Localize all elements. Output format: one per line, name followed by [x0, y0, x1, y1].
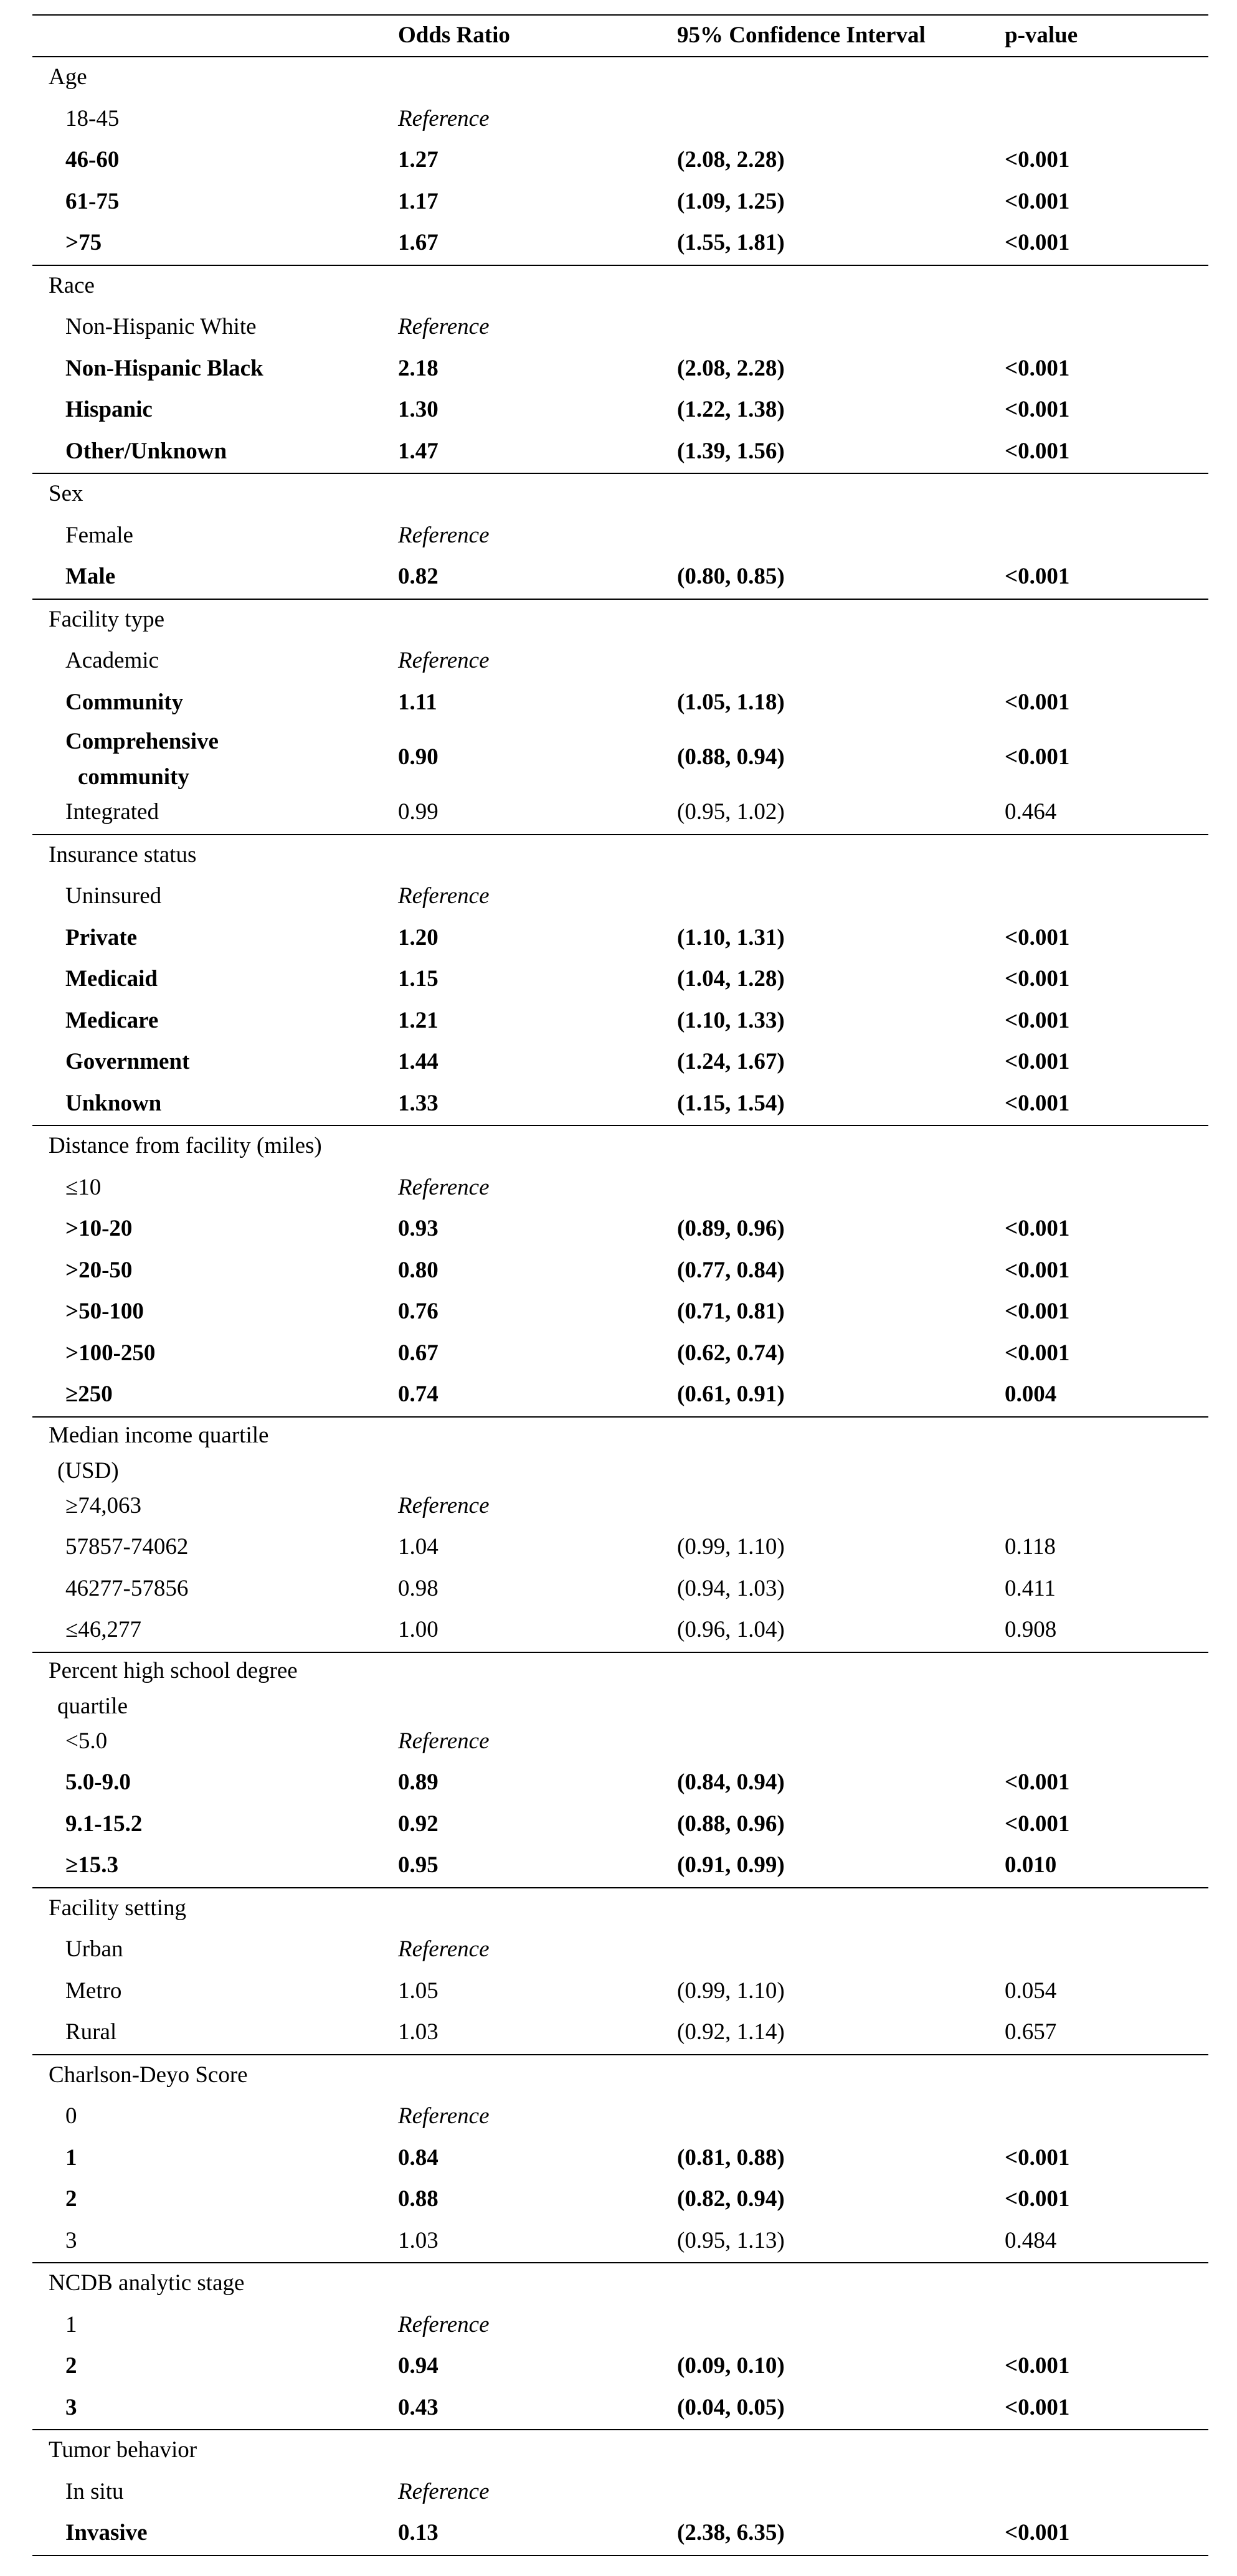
table-row [32, 1251, 1208, 1292]
confidence-interval-cell: (0.09, 0.10) [677, 2353, 785, 2379]
odds-ratio-cell: 1.20 [398, 924, 438, 950]
section-title-line-1: Median income quartile [49, 1422, 269, 1448]
confidence-interval-cell: (0.62, 0.74) [677, 1340, 785, 1366]
row-label: Invasive [65, 2520, 148, 2545]
odds-ratio-cell: 1.03 [398, 2019, 438, 2045]
row-label: 57857-74062 [65, 1534, 189, 1560]
section-title-row [32, 1126, 1208, 1168]
row-label [65, 724, 339, 795]
table-row [32, 1930, 1208, 1971]
table-section [32, 1418, 1208, 1653]
header-confidence-interval: 95% Confidence Interval [677, 22, 926, 48]
row-label: Metro [65, 1977, 122, 2004]
odds-ratio-cell: 0.88 [398, 2186, 438, 2212]
confidence-interval-cell: (1.39, 1.56) [677, 438, 785, 464]
odds-ratio-cell: Reference [398, 2103, 490, 2129]
section-title-row [32, 1888, 1208, 1930]
p-value-cell: <0.001 [1005, 2353, 1070, 2379]
odds-ratio-cell: Reference [398, 1936, 490, 1962]
table-body [32, 57, 1208, 2556]
table-header-row [32, 16, 1208, 57]
odds-ratio-cell: 0.92 [398, 1811, 438, 1837]
table-row [32, 1610, 1208, 1652]
section-title: Sex [49, 481, 83, 506]
row-label: ≤10 [65, 1174, 102, 1200]
p-value-cell: <0.001 [1005, 2144, 1070, 2171]
section-title: Insurance status [49, 841, 197, 868]
odds-ratio-cell: 1.05 [398, 1977, 438, 2004]
confidence-interval-cell: (1.10, 1.31) [677, 924, 785, 950]
p-value-cell: <0.001 [1005, 397, 1070, 422]
table-row [32, 223, 1208, 265]
table-row [32, 1375, 1208, 1416]
row-label: ≤46,277 [65, 1617, 142, 1642]
odds-ratio-cell: 1.03 [398, 2227, 438, 2253]
row-label: >75 [65, 230, 102, 255]
table-row [32, 390, 1208, 432]
p-value-cell: 0.484 [1005, 2227, 1057, 2253]
section-title-line-1: Percent high school degree [49, 1657, 298, 1683]
p-value-cell: <0.001 [1005, 1216, 1070, 1241]
p-value-cell: <0.001 [1005, 2520, 1070, 2545]
table-row [32, 1569, 1208, 1611]
confidence-interval-cell: (0.88, 0.94) [677, 744, 785, 770]
odds-ratio-cell: 0.94 [398, 2353, 438, 2379]
table-row [32, 2388, 1208, 2430]
odds-ratio-cell: 1.11 [398, 689, 437, 715]
odds-ratio-cell: 0.84 [398, 2144, 438, 2171]
section-title: Charlson-Deyo Score [49, 2062, 248, 2088]
odds-ratio-cell: 1.15 [398, 966, 438, 992]
table-section [32, 2430, 1208, 2556]
section-title [49, 1418, 323, 1489]
row-label: Hispanic [65, 397, 153, 422]
odds-ratio-cell: Reference [398, 105, 490, 131]
odds-ratio-cell: 1.00 [398, 1617, 438, 1642]
header-odds-ratio: Odds Ratio [398, 22, 510, 48]
table-row [32, 641, 1208, 683]
row-label: >20-50 [65, 1257, 133, 1283]
p-value-cell: <0.001 [1005, 1257, 1070, 1283]
row-label: Urban [65, 1936, 123, 1962]
section-title-line-2: quartile [57, 1693, 128, 1719]
section-title-row [32, 835, 1208, 877]
confidence-interval-cell: (1.55, 1.81) [677, 230, 785, 255]
section-title: Facility setting [49, 1895, 186, 1921]
odds-ratio-cell: Reference [398, 2478, 490, 2504]
row-label: Academic [65, 648, 159, 673]
row-label: Integrated [65, 799, 159, 825]
row-label: Rural [65, 2019, 117, 2045]
odds-ratio-cell: 1.44 [398, 1049, 438, 1074]
table-row [32, 2305, 1208, 2347]
odds-ratio-cell: 1.21 [398, 1007, 438, 1033]
odds-ratio-cell: 0.74 [398, 1381, 438, 1407]
section-title-row [32, 57, 1208, 99]
section-title-row [32, 2263, 1208, 2305]
row-label: In situ [65, 2478, 124, 2504]
row-label: 46-60 [65, 147, 120, 173]
row-label: Non-Hispanic Black [65, 355, 263, 381]
odds-ratio-cell: Reference [398, 1492, 490, 1518]
confidence-interval-cell: (0.99, 1.10) [677, 1534, 785, 1560]
p-value-cell: 0.004 [1005, 1381, 1057, 1407]
confidence-interval-cell: (0.77, 0.84) [677, 1257, 785, 1283]
p-value-cell: <0.001 [1005, 438, 1070, 464]
row-label: 18-45 [65, 105, 120, 131]
section-title-row [32, 474, 1208, 516]
section-title: Tumor behavior [49, 2437, 197, 2463]
section-title-row [32, 1418, 1208, 1486]
row-label: 1 [65, 2144, 77, 2171]
section-title: Distance from facility (miles) [49, 1133, 322, 1158]
section-title-row [32, 2055, 1208, 2097]
confidence-interval-cell: (0.81, 0.88) [677, 2144, 785, 2171]
p-value-cell: 0.908 [1005, 1617, 1057, 1642]
row-label: Private [65, 924, 138, 950]
row-label: >50-100 [65, 1299, 144, 1324]
table-section [32, 1888, 1208, 2055]
confidence-interval-cell: (0.04, 0.05) [677, 2394, 785, 2420]
row-label: Female [65, 522, 133, 548]
confidence-interval-cell: (0.88, 0.96) [677, 1811, 785, 1837]
odds-ratio-cell: 0.76 [398, 1299, 438, 1324]
odds-ratio-cell: 0.95 [398, 1852, 438, 1878]
confidence-interval-cell: (0.94, 1.03) [677, 1575, 785, 1601]
confidence-interval-cell: (0.82, 0.94) [677, 2186, 785, 2212]
table-row [32, 1486, 1208, 1528]
p-value-cell: <0.001 [1005, 1340, 1070, 1366]
row-label: ≥250 [65, 1381, 113, 1407]
odds-ratio-cell: 0.89 [398, 1769, 438, 1795]
confidence-interval-cell: (1.05, 1.18) [677, 689, 785, 715]
table-row [32, 1845, 1208, 1887]
table-row [32, 99, 1208, 141]
section-title-row [32, 600, 1208, 642]
confidence-interval-cell: (0.61, 0.91) [677, 1381, 785, 1407]
row-label: 3 [65, 2394, 77, 2420]
row-label: 9.1-15.2 [65, 1811, 143, 1837]
table-row [32, 1042, 1208, 1084]
table-row [32, 683, 1208, 724]
table-row [32, 918, 1208, 960]
p-value-cell: <0.001 [1005, 744, 1070, 770]
row-label: 1 [65, 2311, 77, 2337]
section-title: Facility type [49, 606, 164, 632]
odds-ratio-cell: 1.27 [398, 147, 438, 173]
row-label: Non-Hispanic White [65, 314, 257, 339]
row-label: >100-250 [65, 1340, 156, 1366]
odds-ratio-cell: 1.04 [398, 1534, 438, 1560]
table-row [32, 1084, 1208, 1125]
row-label-line-2: community [78, 764, 189, 790]
table-section [32, 835, 1208, 1127]
odds-ratio-table [32, 14, 1208, 2556]
table-section [32, 2055, 1208, 2264]
row-label: Government [65, 1049, 190, 1074]
section-title: Race [49, 272, 95, 298]
p-value-cell: <0.001 [1005, 924, 1070, 950]
table-row [32, 1292, 1208, 1333]
confidence-interval-cell: (1.04, 1.28) [677, 966, 785, 992]
odds-ratio-cell: 1.47 [398, 438, 438, 464]
confidence-interval-cell: (2.08, 2.28) [677, 355, 785, 381]
table-row [32, 307, 1208, 349]
table-row [32, 432, 1208, 473]
section-title-row [32, 266, 1208, 308]
row-label: Uninsured [65, 883, 162, 909]
confidence-interval-cell: (0.95, 1.02) [677, 799, 785, 825]
odds-ratio-cell: Reference [398, 2311, 490, 2337]
confidence-interval-cell: (1.24, 1.67) [677, 1049, 785, 1074]
table-row [32, 724, 1208, 792]
row-label: ≥74,063 [65, 1492, 142, 1518]
odds-ratio-cell: 1.30 [398, 397, 438, 422]
p-value-cell: <0.001 [1005, 689, 1070, 715]
table-row [32, 792, 1208, 834]
row-label: 2 [65, 2353, 77, 2379]
table-row [32, 1721, 1208, 1763]
confidence-interval-cell: (1.15, 1.54) [677, 1090, 785, 1116]
table-section [32, 266, 1208, 475]
table-row [32, 2346, 1208, 2388]
p-value-cell: 0.054 [1005, 1977, 1057, 2004]
confidence-interval-cell: (0.89, 0.96) [677, 1216, 785, 1241]
confidence-interval-cell: (1.22, 1.38) [677, 397, 785, 422]
row-label: 3 [65, 2227, 77, 2253]
table-row [32, 2096, 1208, 2138]
odds-ratio-cell: 1.33 [398, 1090, 438, 1116]
p-value-cell: <0.001 [1005, 564, 1070, 589]
table-row [32, 2012, 1208, 2054]
table-row [32, 2179, 1208, 2221]
odds-ratio-cell: 0.67 [398, 1340, 438, 1366]
p-value-cell: <0.001 [1005, 2394, 1070, 2420]
odds-ratio-cell: 0.80 [398, 1257, 438, 1283]
table-row [32, 1763, 1208, 1804]
row-label: 5.0-9.0 [65, 1769, 131, 1795]
confidence-interval-cell: (2.38, 6.35) [677, 2520, 785, 2545]
confidence-interval-cell: (0.96, 1.04) [677, 1617, 785, 1642]
p-value-cell: <0.001 [1005, 966, 1070, 992]
p-value-cell: <0.001 [1005, 355, 1070, 381]
row-label: >10-20 [65, 1216, 133, 1241]
odds-ratio-cell: 1.17 [398, 188, 438, 214]
table-row [32, 1168, 1208, 1210]
table-section [32, 2263, 1208, 2430]
odds-ratio-cell: Reference [398, 522, 490, 548]
confidence-interval-cell: (0.91, 0.99) [677, 1852, 785, 1878]
section-title-row [32, 2430, 1208, 2472]
confidence-interval-cell: (0.99, 1.10) [677, 1977, 785, 2004]
table-section [32, 57, 1208, 266]
table-row [32, 349, 1208, 391]
table-row [32, 557, 1208, 599]
row-label: Male [65, 564, 116, 589]
row-label: Unknown [65, 1090, 162, 1116]
confidence-interval-cell: (1.09, 1.25) [677, 188, 785, 214]
table-row [32, 1333, 1208, 1375]
odds-ratio-cell: 0.82 [398, 564, 438, 589]
table-section [32, 1126, 1208, 1418]
row-label-line-1: Comprehensive [65, 729, 219, 754]
table-section [32, 600, 1208, 835]
table-row [32, 140, 1208, 182]
p-value-cell: <0.001 [1005, 1299, 1070, 1324]
confidence-interval-cell: (0.95, 1.13) [677, 2227, 785, 2253]
odds-ratio-cell: 0.43 [398, 2394, 438, 2420]
section-title: NCDB analytic stage [49, 2270, 245, 2296]
confidence-interval-cell: (0.84, 0.94) [677, 1769, 785, 1795]
row-label: 46277-57856 [65, 1575, 189, 1601]
row-label: ≥15.3 [65, 1852, 119, 1878]
p-value-cell: 0.411 [1005, 1575, 1056, 1601]
p-value-cell: <0.001 [1005, 1007, 1070, 1033]
header-p-value: p-value [1005, 22, 1078, 48]
table-row [32, 1209, 1208, 1251]
p-value-cell: <0.001 [1005, 1049, 1070, 1074]
confidence-interval-cell: (2.08, 2.28) [677, 147, 785, 173]
p-value-cell: <0.001 [1005, 1090, 1070, 1116]
section-title-line-2: (USD) [57, 1457, 119, 1484]
p-value-cell: <0.001 [1005, 1769, 1070, 1795]
table-row [32, 2138, 1208, 2180]
odds-ratio-cell: 0.99 [398, 799, 438, 825]
odds-ratio-cell: Reference [398, 883, 490, 909]
odds-ratio-cell: 1.67 [398, 230, 438, 255]
odds-ratio-cell: 2.18 [398, 355, 438, 381]
odds-ratio-cell: 0.98 [398, 1575, 438, 1601]
table-section [32, 1653, 1208, 1888]
confidence-interval-cell: (0.71, 0.81) [677, 1299, 785, 1324]
section-title: Age [49, 64, 87, 90]
odds-ratio-cell: Reference [398, 1174, 490, 1200]
confidence-interval-cell: (1.10, 1.33) [677, 1007, 785, 1033]
row-label: Other/Unknown [65, 438, 227, 464]
p-value-cell: <0.001 [1005, 230, 1070, 255]
p-value-cell: <0.001 [1005, 2186, 1070, 2212]
table-row [32, 1971, 1208, 2013]
table-row [32, 1527, 1208, 1569]
p-value-cell: 0.010 [1005, 1852, 1057, 1878]
table-row [32, 2221, 1208, 2263]
row-label: 61-75 [65, 188, 120, 214]
row-label: <5.0 [65, 1728, 108, 1754]
table-row [32, 959, 1208, 1001]
odds-ratio-cell: 0.90 [398, 744, 438, 770]
table-row [32, 182, 1208, 224]
row-label: Medicaid [65, 966, 158, 992]
confidence-interval-cell: (0.92, 1.14) [677, 2019, 785, 2045]
p-value-cell: <0.001 [1005, 1811, 1070, 1837]
row-label: Medicare [65, 1007, 159, 1033]
row-label: 2 [65, 2186, 77, 2212]
confidence-interval-cell: (0.80, 0.85) [677, 564, 785, 589]
odds-ratio-cell: 0.13 [398, 2520, 438, 2545]
table-section [32, 474, 1208, 600]
table-row [32, 2513, 1208, 2555]
p-value-cell: <0.001 [1005, 147, 1070, 173]
odds-ratio-cell: Reference [398, 1728, 490, 1754]
section-title-row [32, 1653, 1208, 1721]
table-row [32, 1001, 1208, 1043]
odds-ratio-cell: Reference [398, 314, 490, 339]
p-value-cell: 0.118 [1005, 1534, 1056, 1560]
odds-ratio-cell: Reference [398, 648, 490, 673]
table-row [32, 2472, 1208, 2514]
p-value-cell: <0.001 [1005, 188, 1070, 214]
p-value-cell: 0.464 [1005, 799, 1057, 825]
table-row [32, 1804, 1208, 1846]
odds-ratio-cell: 0.93 [398, 1216, 438, 1241]
section-title [49, 1653, 323, 1724]
table-row [32, 516, 1208, 557]
row-label: Community [65, 689, 184, 715]
p-value-cell: 0.657 [1005, 2019, 1057, 2045]
table-row [32, 876, 1208, 918]
row-label: 0 [65, 2103, 77, 2129]
